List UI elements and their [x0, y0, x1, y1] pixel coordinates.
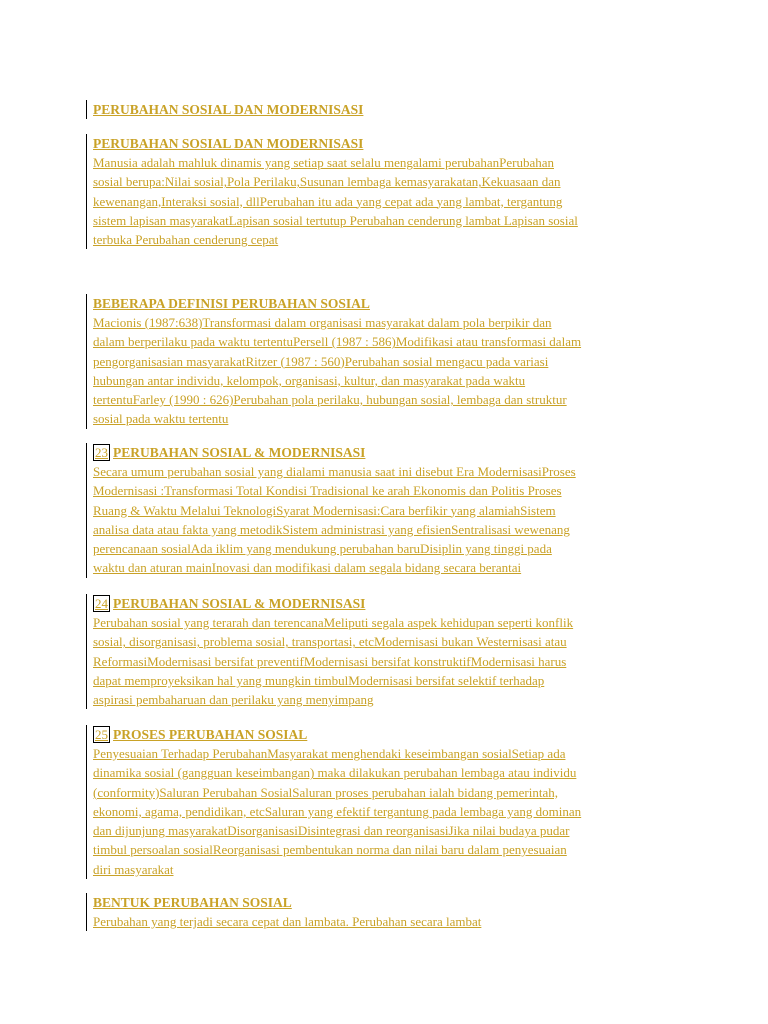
section-text-line[interactable]: dan dijunjung masyarakatDisorganisasiDisintegrasi dan reorganisasiJika nilai budaya pudar: [93, 823, 570, 839]
section-heading-link[interactable]: BENTUK PERUBAHAN SOSIAL: [93, 895, 292, 910]
section-text-line[interactable]: sosial, disorganisasi, problema sosial, transportasi, etcModernisasi bukan Westernisasi atau: [93, 634, 567, 650]
section-text-line[interactable]: Modernisasi :Transformasi Total Kondisi Tradisional ke arah Ekonomis dan Politis Proses: [93, 483, 562, 499]
page-number-box[interactable]: 24: [95, 596, 108, 611]
section-heading-row: [93, 725, 686, 744]
section-2: [86, 294, 686, 429]
section-text-line[interactable]: Secara umum perubahan sosial yang dialami manusia saat ini disebut Era ModernisasiProses: [93, 464, 576, 479]
section-text-line[interactable]: dalam berperilaku pada waktu tertentuPersell (1987 : 586)Modifikasi atau transformasi dalam: [93, 334, 582, 350]
section-4: [86, 594, 686, 709]
section-5: [86, 725, 686, 879]
section-text-line[interactable]: tertentuFarley (1990 : 626)Perubahan pola perilaku, hubungan sosial, lembaga dan struktur: [93, 392, 567, 408]
section-text-line[interactable]: hubungan antar individu, kelompok, organisasi, kultur, dan masyarakat pada waktu: [93, 372, 526, 388]
section-text-line[interactable]: sistem lapisan masyarakatLapisan sosial tertutup Perubahan cenderung lambat Lapisan sosial: [93, 212, 578, 228]
section-heading-link[interactable]: PERUBAHAN SOSIAL & MODERNISASI: [113, 596, 366, 611]
section-text-line[interactable]: ReformasiModernisasi bersifat preventifModernisasi bersifat konstruktifModernisasi harus: [93, 653, 567, 669]
section-text-line[interactable]: (conformity)Saluran Perubahan SosialSaluran proses perubahan ialah bidang pemerintah,: [93, 784, 558, 800]
section-text-line[interactable]: Ruang & Waktu Melalui TeknologiSyarat Modernisasi:Cara berfikir yang alamiahSistem: [93, 502, 556, 518]
section-6: [86, 893, 686, 931]
section-text-line[interactable]: Macionis (1987:638)Transformasi dalam organisasi masyarakat dalam pola berpikir dan: [93, 315, 552, 330]
section-text-line[interactable]: ekonomi, agama, pendidikan, etcSaluran yang efektif tergantung pada lembaga yang dominan: [93, 803, 582, 819]
section-heading-link[interactable]: PERUBAHAN SOSIAL DAN MODERNISASI: [93, 136, 364, 151]
section-heading-link[interactable]: BEBERAPA DEFINISI PERUBAHAN SOSIAL: [93, 296, 370, 311]
section-heading-link[interactable]: PERUBAHAN SOSIAL & MODERNISASI: [113, 445, 366, 460]
section-text-line[interactable]: aspirasi pembaharuan dan perilaku yang menyimpang: [93, 692, 374, 708]
section-text-line[interactable]: analisa data atau fakta yang metodikSistem administrasi yang efisienSentralisasi wewenang: [93, 521, 570, 537]
section-text-line[interactable]: dinamika sosial (gangguan keseimbangan) maka dilakukan perubahan lembaga atau individu: [93, 765, 577, 781]
section-3: [86, 443, 686, 578]
section-text-line[interactable]: timbul persoalan sosialReorganisasi pembentukan norma dan nilai baru dalam penyesuaian: [93, 842, 567, 858]
page-number-box[interactable]: 25: [95, 727, 108, 742]
section-text-line[interactable]: Perubahan sosial yang terarah dan terencanaMeliputi segala aspek kehidupan seperti konflik: [93, 615, 574, 630]
section-heading-row: [93, 443, 686, 462]
section-heading-link[interactable]: PROSES PERUBAHAN SOSIAL: [113, 727, 308, 742]
section-text-line[interactable]: sosial pada waktu tertentu: [93, 411, 229, 427]
section-text-line[interactable]: dapat memproyeksikan hal yang mungkin timbulModernisasi bersifat selektif terhadap: [93, 672, 545, 688]
section-text-line[interactable]: sosial berupa:Nilai sosial,Pola Perilaku,Susunan lembaga kemasyarakatan,Kekuasaan dan: [93, 174, 561, 190]
page-number-box[interactable]: 23: [95, 445, 108, 460]
section-text-line[interactable]: Manusia adalah mahluk dinamis yang setiap saat selalu mengalami perubahanPerubahan: [93, 155, 554, 170]
section-text-line[interactable]: waktu dan aturan mainInovasi dan modifikasi dalam segala bidang secara berantai: [93, 560, 522, 576]
section-text-line[interactable]: terbuka Perubahan cenderung cepat: [93, 232, 279, 248]
section-text-line[interactable]: diri masyarakat: [93, 861, 174, 877]
section-text-line[interactable]: kewenangan,Interaksi sosial, dllPerubahan itu ada yang cepat ada yang lambat, tergantung: [93, 193, 563, 209]
section-heading-row: [93, 594, 686, 613]
section-text-line[interactable]: Penyesuaian Terhadap PerubahanMasyarakat menghendaki keseimbangan sosialSetiap ada: [93, 746, 566, 761]
doc-title-block: [86, 100, 686, 119]
doc-title-link[interactable]: PERUBAHAN SOSIAL DAN MODERNISASI: [93, 102, 364, 117]
section-text-line[interactable]: perencanaan sosialAda iklim yang mendukung perubahan baruDisiplin yang tinggi pada: [93, 541, 552, 557]
section-text-line[interactable]: pengorganisasian masyarakatRitzer (1987 : 560)Perubahan sosial mengacu pada variasi: [93, 353, 549, 369]
section-text-line[interactable]: Perubahan yang terjadi secara cepat dan lambata. Perubahan secara lambat: [93, 914, 482, 929]
section-1: [86, 134, 686, 249]
